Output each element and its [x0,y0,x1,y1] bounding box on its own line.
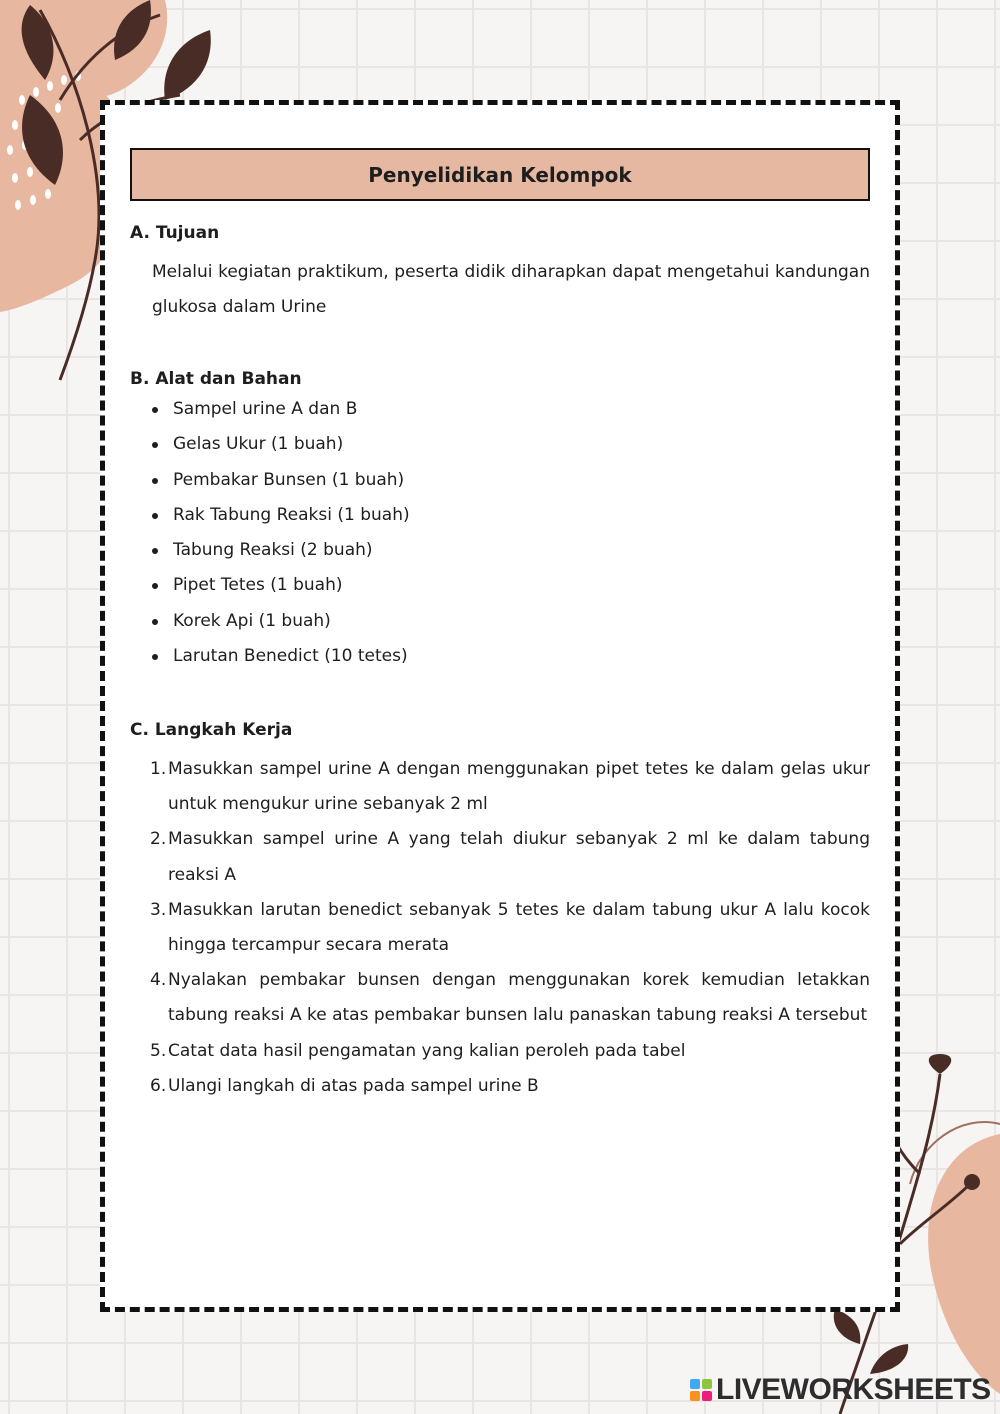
liveworksheets-logo-icon [690,1379,712,1401]
section-heading-alat-bahan: B. Alat dan Bahan [130,369,302,389]
list-item: Tabung Reaksi (2 buah) [152,533,410,568]
section-heading-tujuan: A. Tujuan [130,223,220,243]
step-item [145,893,870,963]
alat-bahan-list [152,392,410,674]
step-number: 4. [150,970,167,991]
list-item: Larutan Benedict (10 tetes) [152,639,410,674]
list-item: Gelas Ukur (1 buah) [152,427,410,462]
list-item: Pembakar Bunsen (1 buah) [152,463,410,498]
step-number: 6. [150,1075,167,1096]
step-item [145,963,870,1033]
step-text: Ulangi langkah di atas pada sampel urine B [168,1075,539,1096]
step-number: 3. [150,899,167,920]
list-item: Pipet Tetes (1 buah) [152,568,410,603]
step-text: Masukkan larutan benedict sebanyak 5 tetes ke dalam tabung ukur A lalu kocok hingga tercampur secara merata [168,899,870,956]
step-number: 1. [150,759,167,779]
step-text: Masukkan sampel urine A yang telah diukur sebanyak 2 ml ke dalam tabung reaksi A [168,829,870,885]
worksheet-frame [100,100,900,1312]
step-item [145,752,870,822]
step-item [145,822,870,892]
step-item [145,1034,870,1069]
list-item: Korek Api (1 buah) [152,604,410,639]
step-item [145,1069,870,1104]
list-item: Rak Tabung Reaksi (1 buah) [152,498,410,533]
step-text: Masukkan sampel urine A dengan menggunakan pipet tetes ke dalam gelas ukur untuk mengukur urine sebanyak 2 ml [168,759,870,815]
list-item: Sampel urine A dan B [152,392,410,427]
liveworksheets-watermark [690,1372,991,1408]
step-text: Nyalakan pembakar bunsen dengan menggunakan korek kemudian letakkan tabung reaksi A ke atas pembakar bunsen lalu panaskan tabung reaksi A tersebut [168,970,870,1026]
page-title: Penyelidikan Kelompok [130,148,870,201]
tujuan-text: Melalui kegiatan praktikum, peserta didik diharapkan dapat mengetahui kandungan glukosa dalam Urine [152,262,870,317]
step-text: Catat data hasil pengamatan yang kalian peroleh pada tabel [168,1040,686,1061]
step-number: 5. [150,1040,167,1061]
section-heading-langkah-kerja: C. Langkah Kerja [130,720,293,740]
step-number: 2. [150,829,167,850]
watermark-text: LIVEWORKSHEETS [716,1373,991,1406]
langkah-kerja-list [145,752,870,1104]
